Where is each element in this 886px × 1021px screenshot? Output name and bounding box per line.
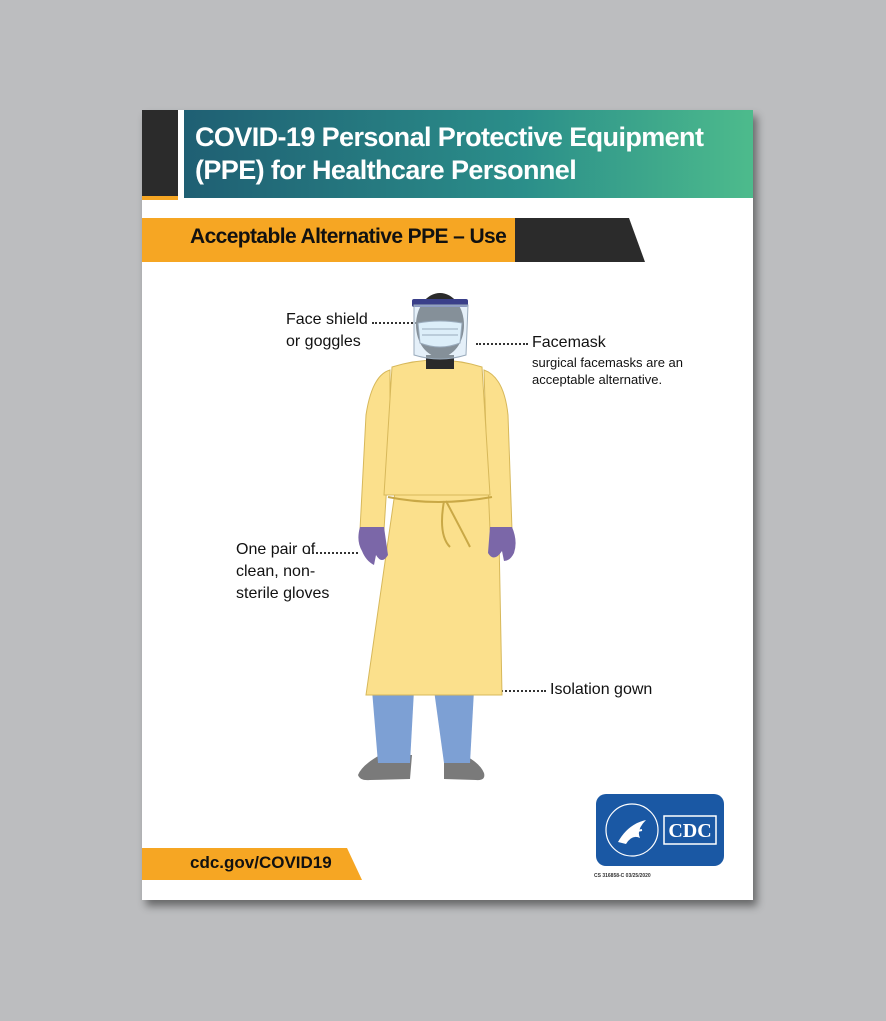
cdc-url[interactable]: cdc.gov/COVID19: [190, 853, 332, 872]
right-pant: [434, 690, 474, 763]
gloves-leader: [308, 552, 358, 554]
header-accent-dark: [142, 110, 178, 198]
gloves-label: One pair of clean, non-sterile gloves: [236, 541, 330, 602]
left-sleeve: [360, 370, 390, 530]
cdc-logo-text: CDC: [668, 820, 712, 842]
facemask-label: Facemask: [532, 334, 606, 351]
gown-torso: [384, 360, 490, 495]
left-pant: [372, 690, 414, 763]
face-shield-label: Face shield or goggles: [286, 311, 368, 350]
poster-title: COVID-19 Personal Protective Equipment (PPE) for Healthcare Personnel: [195, 122, 704, 185]
document-code: CS 316858-C 03/25/2020: [594, 873, 651, 879]
gown-label: Isolation gown: [550, 681, 653, 698]
left-glove: [358, 527, 388, 565]
surgical-facemask: [418, 321, 462, 347]
facemask-label-group: [532, 332, 722, 388]
ppe-poster: [142, 110, 753, 900]
header-accent-orange: [142, 196, 178, 200]
right-glove: [488, 527, 516, 561]
hhs-cdc-logo-icon: [596, 794, 724, 866]
gown-skirt: [366, 485, 502, 695]
facemask-note: surgical facemasks are an acceptable alternative.: [532, 355, 684, 387]
cdc-logo: [596, 794, 724, 866]
subheader-title: Acceptable Alternative PPE – Use: [190, 225, 507, 248]
healthcare-worker-figure: [352, 285, 522, 800]
